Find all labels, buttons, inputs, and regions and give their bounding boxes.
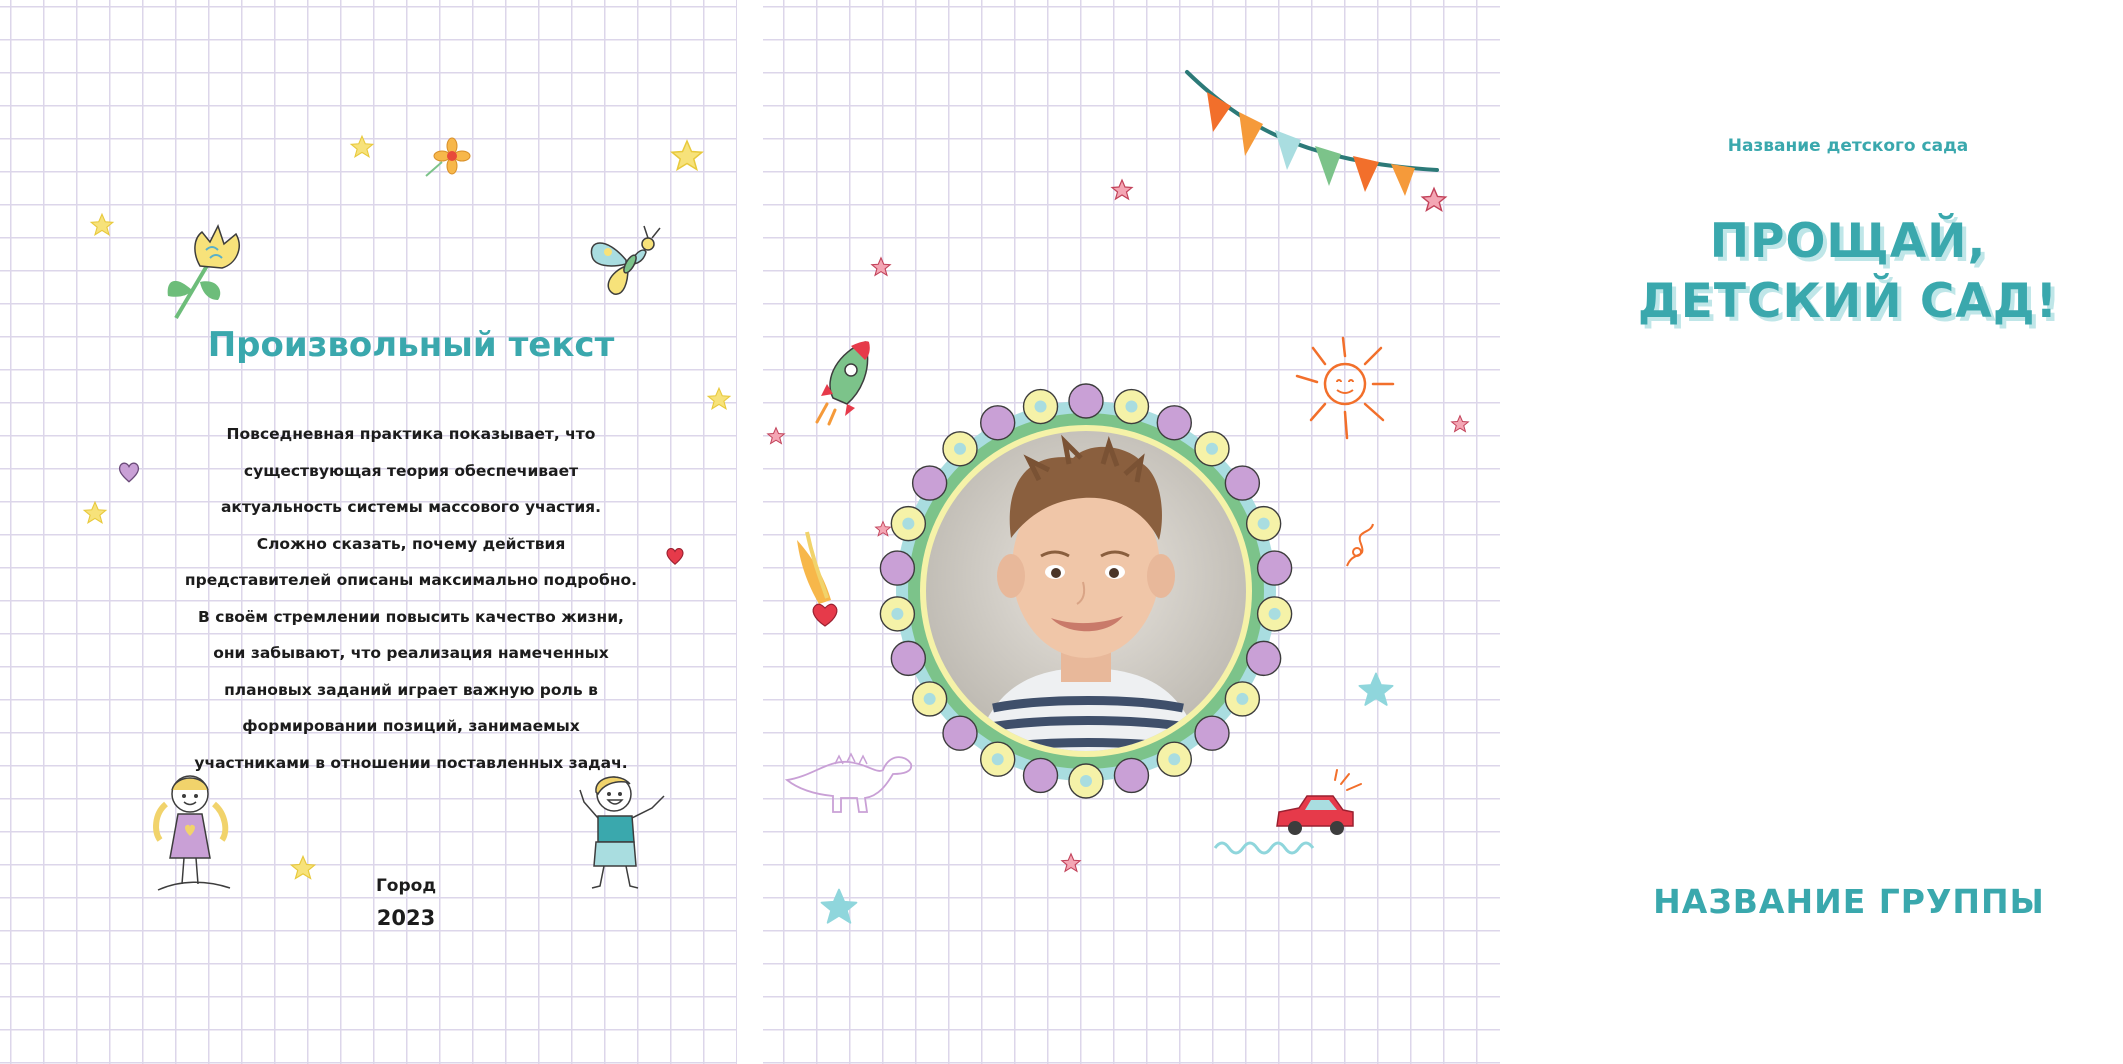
body-text: [171, 416, 651, 781]
flower-icon: [418, 136, 470, 180]
left-page: [0, 0, 737, 1064]
frame-bead-dot: [1080, 775, 1092, 787]
garland-icon: [1183, 66, 1443, 200]
star-icon: [869, 256, 893, 278]
body-line: Повседневная практика показывает, что: [226, 425, 596, 443]
frame-bead: [1114, 758, 1148, 792]
heart-icon: [664, 544, 686, 568]
star-icon: [1109, 178, 1135, 202]
body-line: В своём стремлении повысить качество жизни,: [198, 607, 624, 626]
frame-bead-dot: [1269, 608, 1281, 620]
frame-bead-dot: [891, 608, 903, 620]
body-line: плановых заданий играет важную роль в: [224, 680, 598, 699]
frame-bead: [1225, 466, 1259, 500]
star-icon: [82, 500, 108, 526]
group-name: НАЗВАНИЕ ГРУППЫ: [1653, 882, 2045, 921]
frame-bead-dot: [1206, 443, 1218, 455]
frame-bead-dot: [1236, 693, 1248, 705]
body-line: формировании позиций, занимаемых: [242, 717, 580, 735]
frame-bead: [1069, 384, 1103, 418]
girl-doodle-icon: [150, 770, 234, 892]
year-label: 2023: [376, 906, 436, 930]
main-title: ПРОЩАЙ, ДЕТСКИЙ САД!: [1637, 214, 2059, 329]
photo-frame: [863, 368, 1309, 814]
body-line: актуальность системы массового участия.: [220, 498, 602, 516]
frame-bead-dot: [902, 518, 914, 530]
star-icon: [1059, 852, 1083, 874]
left-page-title: Произвольный текст: [207, 325, 615, 365]
body-line: они забывают, что реализация намеченных: [213, 644, 609, 662]
frame-bead: [891, 641, 925, 675]
body-line: участниками в отношении поставленных задач.: [194, 753, 628, 772]
frame-bead: [1157, 406, 1191, 440]
star-icon: [817, 886, 861, 928]
frame-bead: [1195, 716, 1229, 750]
page-gutter: [737, 0, 763, 1064]
comet-icon: [791, 530, 841, 630]
frame-bead: [943, 716, 977, 750]
frame-bead: [1024, 758, 1058, 792]
star-icon: [1419, 186, 1449, 214]
star-icon: [88, 212, 116, 238]
city-label: Город: [375, 876, 437, 896]
kindergarten-name: Название детского сада: [1727, 136, 1969, 156]
body-line: Сложно сказать, почему действия: [256, 534, 566, 553]
frame-bead-dot: [924, 693, 936, 705]
tulip-icon: [162, 212, 254, 322]
butterfly-icon: [586, 222, 672, 300]
star-icon: [348, 134, 376, 160]
star-icon: [1355, 670, 1397, 710]
star-icon: [706, 386, 732, 412]
wave-icon: [1213, 836, 1323, 858]
frame-bead-dot: [1125, 401, 1137, 413]
frame-bead-dot: [1035, 401, 1047, 413]
right-page: [763, 0, 2059, 1064]
body-line: представителей описаны максимально подробно.: [184, 571, 638, 589]
frame-bead-dot: [1258, 518, 1270, 530]
frame-bead: [981, 406, 1015, 440]
frame-bead-dot: [1168, 753, 1180, 765]
squiggle-icon: [1343, 520, 1377, 570]
star-icon: [1449, 414, 1471, 434]
frame-bead: [880, 551, 914, 585]
heart-icon: [116, 458, 142, 486]
frame-bead-dot: [992, 753, 1004, 765]
star-icon: [288, 854, 318, 882]
frame-bead-dot: [954, 443, 966, 455]
star-icon: [668, 138, 706, 174]
frame-bead: [1247, 641, 1281, 675]
frame-bead: [1258, 551, 1292, 585]
star-icon: [765, 426, 787, 446]
body-line: существующая теория обеспечивает: [243, 461, 579, 480]
frame-bead: [913, 466, 947, 500]
boy-doodle-icon: [576, 772, 670, 892]
